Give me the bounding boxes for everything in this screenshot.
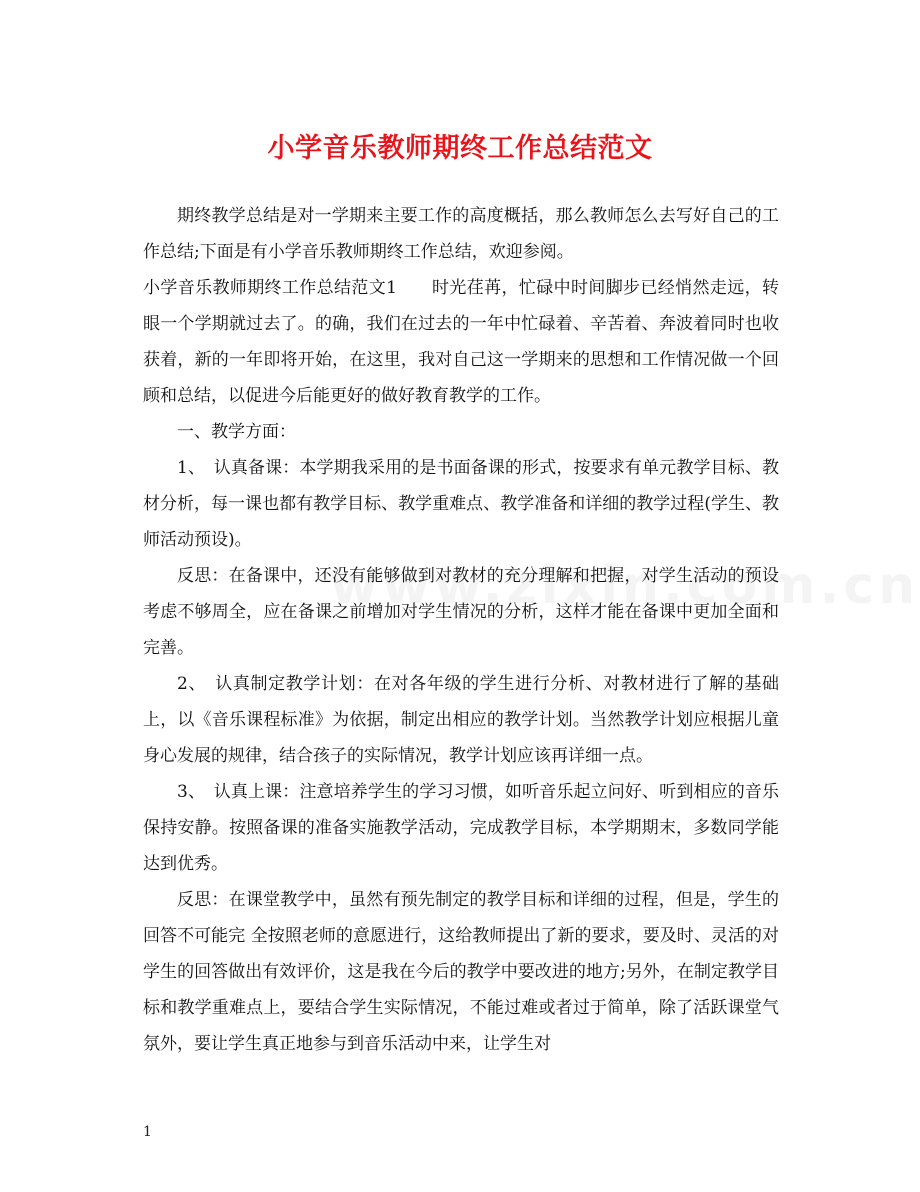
heading-teaching: 一、教学方面： [177, 422, 296, 442]
page-number: 1 [143, 1124, 152, 1140]
paragraph-item-1: 1、 认真备课：本学期我采用的是书面备课的形式，按要求有单元教学目标、教材分析，每一课也都有教学目标、教学重难点、教学准备和详细的教学过程(学生、教师活动预设)。 [143, 458, 779, 550]
paragraph-reflection-1: 反思：在备课中，还没有能够做到对教材的充分理解和把握，对学生活动的预设考虑不够周全，应在备课之前增加对学生情况的分析，这样才能在备课中更加全面和完善。 [143, 566, 779, 658]
paragraph-item-3: 3、 认真上课：注意培养学生的学习习惯，如听音乐起立问好、听到相应的音乐保持安静。按照备课的准备实施教学活动，完成教学目标，本学期期末，多数同学能达到优秀。 [143, 782, 779, 874]
paragraph-section-1: 小学音乐教师期终工作总结范文1 时光荏苒，忙碌中时间脚步已经悄然走远，转眼一个学期就过去了。的确，我们在过去的一年中忙碌着、辛苦着、奔波着同时也收获着，新的一年即将开始，在这里，我对自己这一学期来的思想和工作情况做一个回顾和总结，以促进今后能更好的做好教育教学的工作。 [143, 278, 779, 406]
document-body [143, 198, 779, 1062]
document-title: 小学音乐教师期终工作总结范文 [267, 133, 653, 164]
paragraph-item-2: 2、 认真制定教学计划：在对各年级的学生进行分析、对教材进行了解的基础上，以《音乐课程标准》为依据，制定出相应的教学计划。当然教学计划应根据儿童身心发展的规律，结合孩子的实际情况，教学计划应该再详细一点。 [143, 674, 779, 766]
paragraph-reflection-2: 反思：在课堂教学中，虽然有预先制定的教学目标和详细的过程，但是，学生的回答不可能完 全按照老师的意愿进行，这给教师提出了新的要求，要及时、灵活的对学生的回答做出有效评价，这是我在今后的教学中要改进的地方;另外，在制定教学目标和教学重难点上，要结合学生实际情况，不能过难或者过于简单，除了活跃课堂气氛外，要让学生真正地参与到音乐活动中来，让学生对 [143, 890, 779, 1054]
paragraph-intro: 期终教学总结是对一学期来主要工作的高度概括，那么教师怎么去写好自己的工作总结;下面是有小学音乐教师期终工作总结，欢迎参阅。 [143, 206, 779, 262]
